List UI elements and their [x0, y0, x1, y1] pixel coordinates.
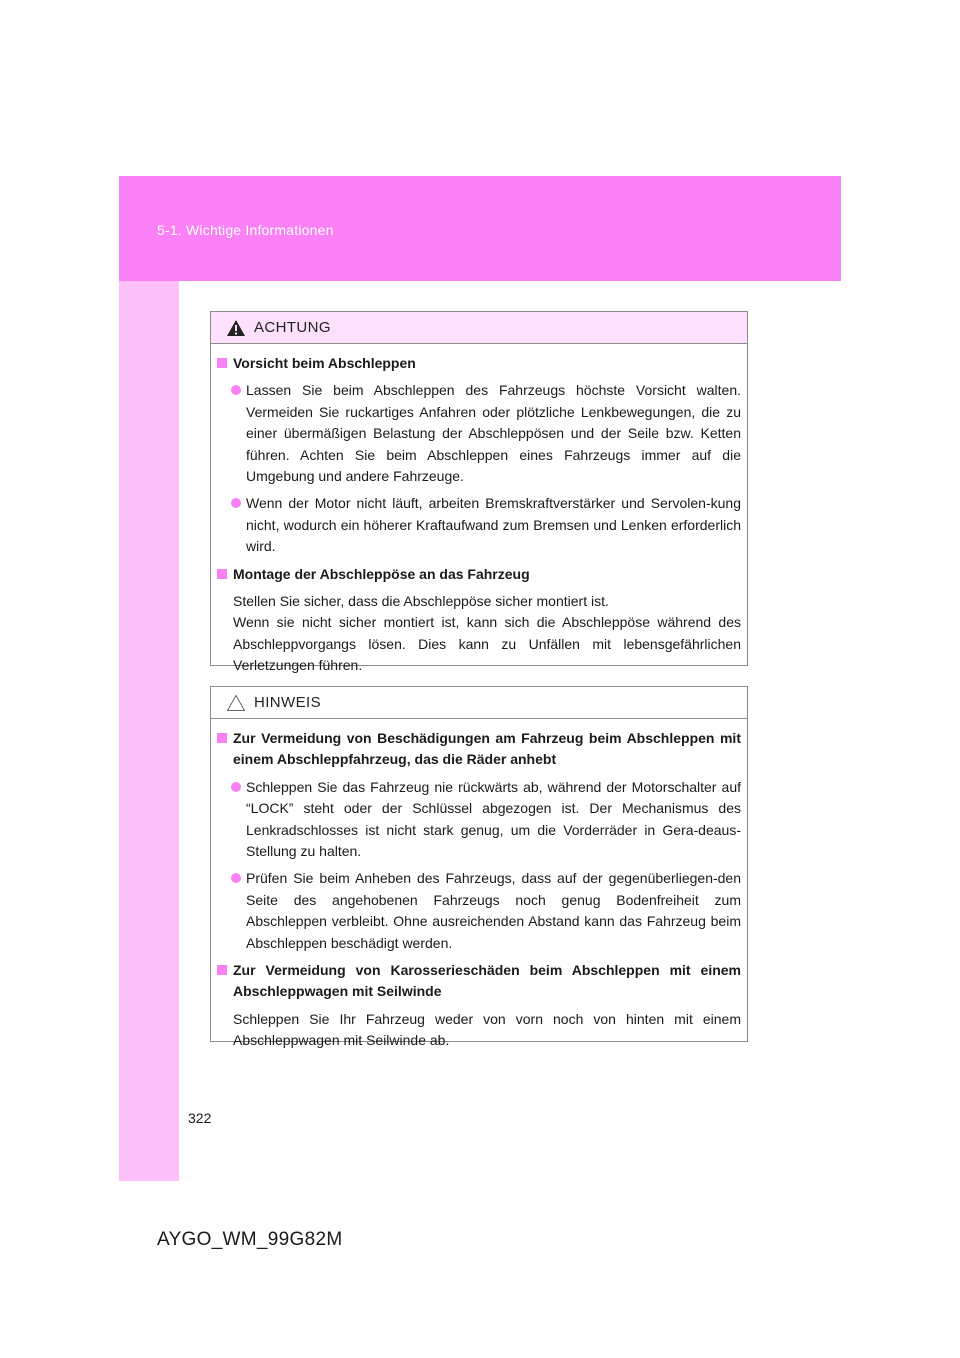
- notice-box: [210, 686, 748, 1049]
- side-strip: [119, 281, 179, 1181]
- bullet-item: Lassen Sie beim Abschleppen des Fahrzeugs höchste Vorsicht walten. Vermeiden Sie ruckartiges Anfahren oder plötzliche Lenkbewegungen, die zu einer übermäßigen Belastung der Abschleppösen und der Seile bzw. Ketten führen. Achten Sie beim Abschleppen eines Fahrzeugs immer auf die Umgebung und andere Fahrzeuge.: [217, 380, 741, 487]
- bullet-item: Schleppen Sie das Fahrzeug nie rückwärts ab, während der Motorschalter auf “LOCK” steht oder der Schlüssel abgezogen ist. Der Mechanismus des Lenkradschlosses ist nicht stark genug, um die Vorderräder in Gera-deaus-Stellung zu halten.: [217, 777, 741, 863]
- warning-body: [211, 344, 747, 677]
- bullet-item: Prüfen Sie beim Anheben des Fahrzeugs, dass auf der gegenüberliegen-den Seite des angehobenen Fahrzeugs noch genug Bodenfreiheit zum Abschleppen verbleibt. Ohne ausreichenden Abstand kann das Fahrzeug beim Abschleppen beschädigt werden.: [217, 868, 741, 954]
- warning-title: ACHTUNG: [254, 319, 331, 336]
- round-bullet-icon: [231, 498, 241, 508]
- square-bullet-icon: [217, 358, 227, 368]
- section-heading: Montage der Abschleppöse an das Fahrzeug: [217, 564, 741, 585]
- section-header: 5-1. Wichtige Informationen: [157, 222, 334, 238]
- notice-box-header: [211, 687, 747, 719]
- notice-body: [211, 719, 747, 1052]
- section-heading: Vorsicht beim Abschleppen: [217, 353, 741, 374]
- section-heading: Zur Vermeidung von Karosserieschäden beim Abschleppen mit einem Abschleppwagen mit Seilwinde: [217, 960, 741, 1003]
- header-band: [119, 176, 841, 281]
- section-paragraph: Stellen Sie sicher, dass die Abschleppöse sicher montiert ist. Wenn sie nicht sicher montiert ist, kann sich die Abschleppöse während des Abschleppvorgangs lösen. Dies kann zu Unfällen mit lebensgefährlichen Verletzungen führen.: [233, 593, 741, 674]
- warning-box: [210, 311, 748, 674]
- square-bullet-icon: [217, 965, 227, 975]
- section-heading: Zur Vermeidung von Beschädigungen am Fahrzeug beim Abschleppen mit einem Abschleppfahrzeug, das die Räder anhebt: [217, 728, 741, 771]
- notice-title: HINWEIS: [254, 694, 321, 711]
- round-bullet-icon: [231, 873, 241, 883]
- document-code: AYGO_WM_99G82M: [157, 1229, 343, 1250]
- warning-box-header: [211, 312, 747, 344]
- square-bullet-icon: [217, 733, 227, 743]
- round-bullet-icon: [231, 385, 241, 395]
- warning-triangle-filled-icon: [226, 319, 246, 337]
- warning-triangle-outline-icon: [226, 694, 246, 712]
- round-bullet-icon: [231, 782, 241, 792]
- page-number: 322: [188, 1110, 212, 1126]
- square-bullet-icon: [217, 569, 227, 579]
- section-paragraph: Schleppen Sie Ihr Fahrzeug weder von vorn noch von hinten mit einem Abschleppwagen mit Seilwinde ab.: [233, 1010, 741, 1049]
- bullet-item: Wenn der Motor nicht läuft, arbeiten Bremskraftverstärker und Servolen-kung nicht, wodurch ein höherer Kraftaufwand zum Bremsen und Lenken erforderlich wird.: [217, 493, 741, 557]
